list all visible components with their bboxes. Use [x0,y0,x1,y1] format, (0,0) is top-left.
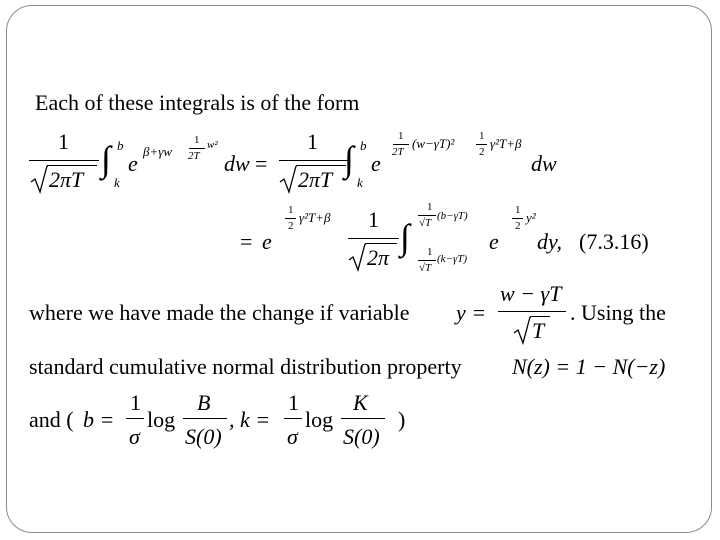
eq2-integral-symbol: ∫ [400,217,410,257]
and-frac2-num: B [197,390,211,415]
eq2-lower-bar [418,260,436,261]
eq2-exp-a-tail: γ²T+β [299,210,331,225]
and-frac1-bar [126,418,144,419]
eq2-upper-paren: (b−γT) [437,210,468,222]
sqrt-symbol-icon [513,315,531,345]
eq1-exp-right-half-den: 2 [479,146,485,158]
eq1-right-one: 1 [307,129,318,154]
eq1-exp-right-frac-num: 1 [398,130,404,142]
and-frac2-den: S(0) [185,424,222,449]
eq1-equals: = [255,151,268,176]
eq2-exp-b-half-num: 1 [515,204,521,216]
eq2-lower-num: 1 [427,246,433,258]
eq2-exp-b-y2: y² [526,210,536,225]
eq1-exp-right-half-num: 1 [479,130,485,142]
eq2-upper-num: 1 [427,201,433,213]
eq2-exp-a-half-den: 2 [288,220,294,232]
and-frac2-bar [183,418,227,419]
standard-text: standard cumulative normal distribution property [29,354,462,379]
and-frac3-bar [284,418,302,419]
and-frac4-bar [341,418,385,419]
eq1-left-bar [29,160,99,161]
eq1-dw-right: dw [531,151,557,176]
eq1-right-sqrt-arg: 2πT [298,167,333,192]
eq1-e-right: e [371,151,381,176]
eq2-exp-b-half-den: 2 [515,220,521,232]
slide-frame [6,5,712,533]
and-prefix: and ( [29,407,74,432]
eq1-exp-left-frac-num: 1 [194,134,200,146]
and-close: ) [398,407,406,432]
eq1-exp-left-main: β+γw [143,144,173,159]
where-frac-bar [498,311,566,312]
where-frac-num: w − γT [500,281,562,306]
eq2-exp-b-half-bar [512,218,523,219]
and-frac3-den: σ [287,424,298,449]
and-frac1-num: 1 [130,390,141,415]
eq1-exp-left-w2: w² [207,139,218,151]
eq2-upper-bar [418,215,436,216]
eq1-limit-lower: k [114,175,120,190]
eq2-e-right: e [489,229,499,254]
eq1-exp-left-frac-bar [189,148,205,149]
where-text: where we have made the change if variable [29,300,410,325]
and-frac3-num: 1 [288,390,299,415]
eq2-dy: dy, [537,229,563,254]
eq2-equals: = [240,229,253,254]
where-frac-den: T [532,318,545,343]
sqrt-symbol-icon [279,164,297,194]
eq2-lower-den: √T [419,262,432,274]
eq1-left-sqrt-arg: 2πT [49,167,84,192]
eq1-exp-left-frac-den: 2T [188,150,200,162]
eq1-exp-right-frac-den: 2T [392,146,404,158]
eq1-limit-upper-2: b [360,138,367,153]
eq1-exp-right-tail: γ²T+β [490,136,522,151]
eq1-limit-upper: b [117,138,124,153]
eq1-exp-right-paren: (w−γT)² [412,136,455,151]
eq2-lower-paren: (k−γT) [437,253,468,265]
eq2-exp-a-half-bar [285,218,296,219]
sqrt-symbol-icon [30,164,48,194]
eq1-integral-symbol-2: ∫ [344,139,354,179]
and-frac4-den: S(0) [343,424,380,449]
where-after: . Using the [570,300,666,325]
equation-number: (7.3.16) [579,229,649,254]
eq1-left-one: 1 [58,129,69,154]
eq1-exp-right-half-bar [476,144,487,145]
eq2-e-left: e [262,229,272,254]
intro-text: Each of these integrals is of the form [35,90,360,115]
eq2-frac-bar [348,238,399,239]
and-log2: log [305,407,334,432]
eq1-e-left: e [128,151,138,176]
eq2-sqrt-arg: 2π [367,245,390,270]
eq1-right-bar [279,160,348,161]
and-b-eq: b = [83,407,115,432]
sqrt-symbol-icon [348,242,366,272]
eq1-integral-symbol: ∫ [101,139,111,179]
and-comma-k: , k = [229,407,271,432]
and-frac4-num: K [353,390,368,415]
eq2-exp-a-half-num: 1 [288,204,294,216]
where-y-eq: y = [456,300,487,325]
and-frac1-den: σ [129,424,140,449]
eq2-upper-den: √T [419,217,432,229]
and-log1: log [147,407,176,432]
eq2-one: 1 [368,207,379,232]
eq1-exp-right-frac-bar [393,144,409,145]
standard-formula: N(z) = 1 − N(−z) [512,354,666,379]
eq1-dw-left: dw [224,151,250,176]
eq1-limit-lower-2: k [357,175,363,190]
